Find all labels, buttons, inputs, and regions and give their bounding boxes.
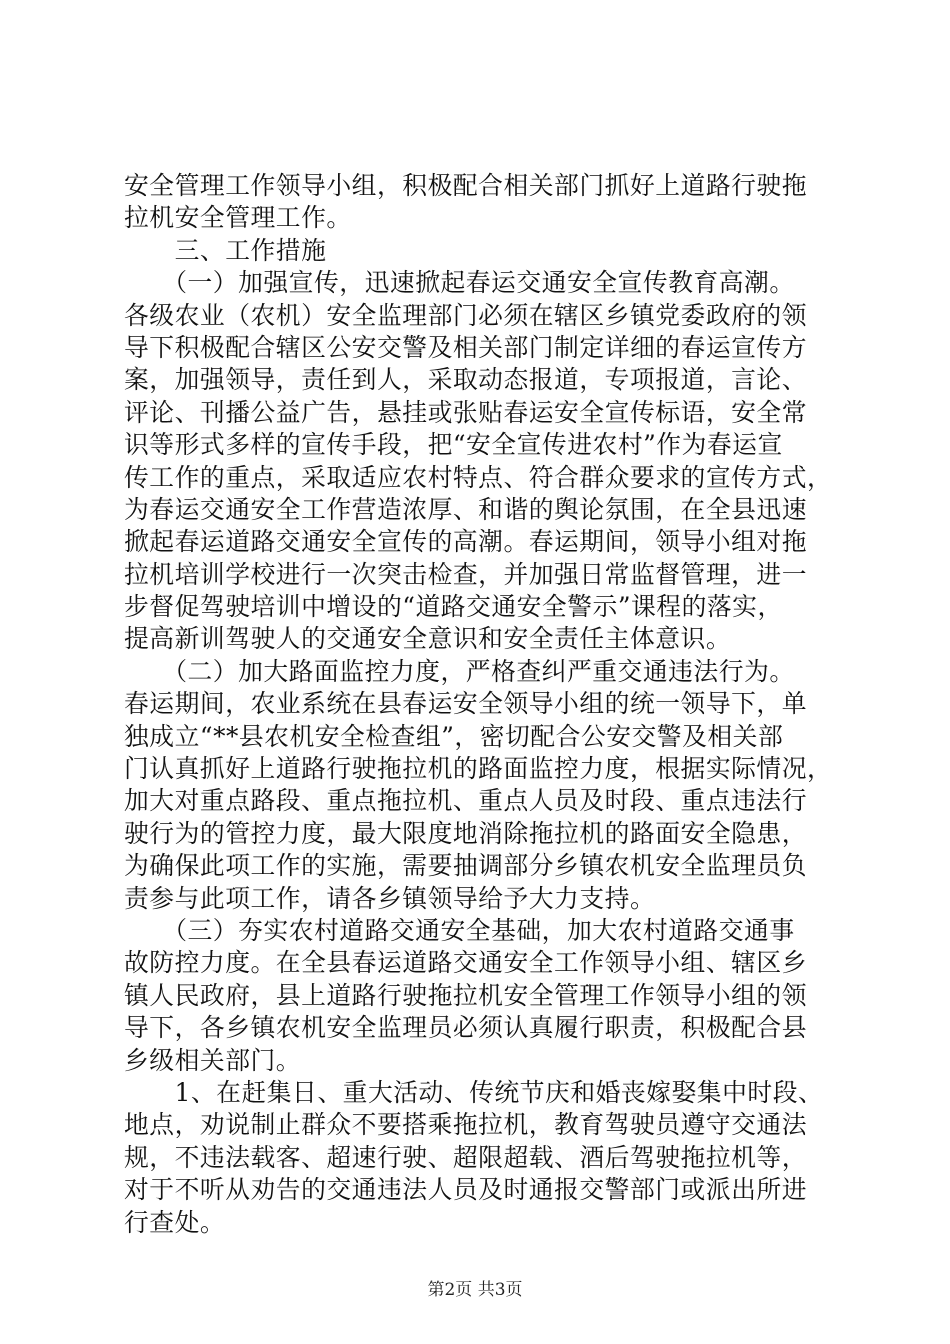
- page-footer: 第2页 共3页: [427, 1280, 523, 1300]
- text-line: 门认真抓好上道路行驶拖拉机的路面监控力度，根据实际情况，: [124, 754, 833, 784]
- text-line: 评论、刊播公益广告，悬挂或张贴春运安全宣传标语，安全常: [124, 397, 808, 427]
- text-line: 独成立“**县农机安全检查组”，密切配合公安交警及相关部: [124, 721, 784, 751]
- text-line: 对于不听从劝告的交通违法人员及时通报交警部门或派出所进: [124, 1175, 808, 1205]
- text-line: 识等形式多样的宣传手段，把“安全宣传进农村”作为春运宣: [124, 430, 783, 460]
- text-line: 拉机培训学校进行一次突击检查，并加强日常监督管理，进一: [124, 559, 808, 589]
- text-line: 案，加强领导，责任到人，采取动态报道，专项报道，言论、: [124, 365, 808, 395]
- text-line: 1、在赶集日、重大活动、传统节庆和婚丧嫁娶集中时段、: [124, 1077, 824, 1107]
- text-line: 镇人民政府，县上道路行驶拖拉机安全管理工作领导小组的领: [124, 980, 808, 1010]
- text-line: 地点，劝说制止群众不要搭乘拖拉机，教育驾驶员遵守交通法: [124, 1110, 808, 1140]
- text-line: 导下积极配合辖区公安交警及相关部门制定详细的春运宣传方: [124, 332, 808, 362]
- text-line: 为春运交通安全工作营造浓厚、和谐的舆论氛围，在全县迅速: [124, 494, 808, 524]
- text-line: 安全管理工作领导小组，积极配合相关部门抓好上道路行驶拖: [124, 171, 808, 200]
- text-line: 传工作的重点，采取适应农村特点、符合群众要求的宣传方式，: [124, 462, 833, 492]
- text-line: 拉机安全管理工作。: [124, 203, 352, 233]
- text-line: 步督促驾驶培训中增设的“道路交通安全警示”课程的落实，: [124, 592, 783, 622]
- text-line: 掀起春运道路交通安全宣传的高潮。春运期间，领导小组对拖: [124, 527, 808, 557]
- text-line: （二）加大路面监控力度，严格查纠严重交通违法行为。: [124, 656, 795, 686]
- document-body: [124, 170, 854, 1239]
- text-line: 行查处。: [124, 1207, 226, 1237]
- text-line: 责参与此项工作，请各乡镇领导给予大力支持。: [124, 883, 656, 913]
- text-line: （三）夯实农村道路交通安全基础，加大农村道路交通事: [124, 915, 795, 945]
- text-line: 春运期间，农业系统在县春运安全领导小组的统一领导下，单: [124, 689, 808, 719]
- text-line: 乡级相关部门。: [124, 1045, 302, 1075]
- text-line: 规，不违法载客、超速行驶、超限超载、酒后驾驶拖拉机等，: [124, 1142, 808, 1172]
- text-line: 加大对重点路段、重点拖拉机、重点人员及时段、重点违法行: [124, 786, 808, 816]
- text-line: 故防控力度。在全县春运道路交通安全工作领导小组、辖区乡: [124, 948, 808, 978]
- text-line: 驶行为的管控力度，最大限度地消除拖拉机的路面安全隐患，: [124, 818, 808, 848]
- text-line: 三、工作措施: [124, 235, 327, 265]
- text-line: （一）加强宣传，迅速掀起春运交通安全宣传教育高潮。: [124, 268, 795, 298]
- text-line: 提高新训驾驶人的交通安全意识和安全责任主体意识。: [124, 624, 732, 654]
- text-line: 各级农业（农机）安全监理部门必须在辖区乡镇党委政府的领: [124, 300, 808, 330]
- text-line: 导下，各乡镇农机安全监理员必须认真履行职责，积极配合县: [124, 1013, 808, 1043]
- text-line: 为确保此项工作的实施，需要抽调部分乡镇农机安全监理员负: [124, 851, 808, 881]
